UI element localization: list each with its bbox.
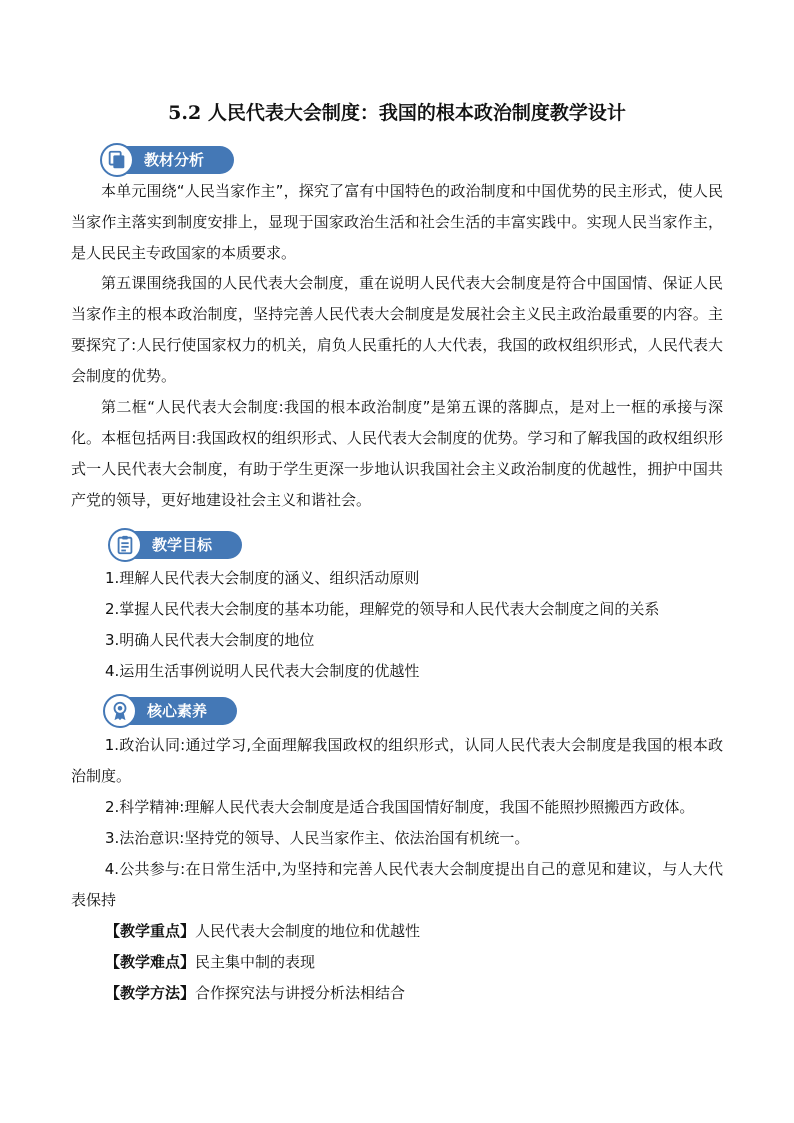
paragraph: 第五课围绕我国的人民代表大会制度，重在说明人民代表大会制度是符合中国国情、保证人民当家作主的根本政治制度，坚持完善人民代表大会制度是发展社会主义民主政治最重要的内容。主要探究了:人民行使国家权力的机关，肩负人民重托的人大代表，我国的政权组织形式，人民代表大会制度的优势。 xyxy=(71,274,723,385)
note-methods xyxy=(105,978,405,1009)
list-item: 2.科学精神:理解人民代表大会制度是适合我国国情好制度，我国不能照抄照搬西方政体。 xyxy=(105,798,695,816)
note-text: 民主集中制的表现 xyxy=(195,953,316,971)
list-item: 2.掌握人民代表大会制度的基本功能，理解党的领导和人民代表大会制度之间的关系 xyxy=(105,600,660,618)
note-key-points xyxy=(105,916,420,947)
section-heading: 教材分析 xyxy=(144,151,205,169)
note-text: 合作探究法与讲授分析法相结合 xyxy=(195,984,406,1002)
list-item: 3.法治意识:坚持党的领导、人民当家作主、依法治国有机统一。 xyxy=(105,829,530,847)
list-item: 1.理解人民代表大会制度的涵义、组织活动原则 xyxy=(105,569,420,587)
list-item: 4.公共参与:在日常生活中,为坚持和完善人民代表大会制度提出自己的意见和建议，与人大代表保持 xyxy=(71,860,723,909)
paragraph: 本单元围绕“人民当家作主”，探究了富有中国特色的政治制度和中国优势的民主形式，使人民当家作主落实到制度安排上，显现于国家政治生活和社会生活的丰富实践中。实现人民当家作主，是人民民主专政国家的本质要求。 xyxy=(71,182,723,262)
award-ribbon-icon xyxy=(103,694,137,728)
document-stack-icon xyxy=(100,143,134,177)
note-text: 人民代表大会制度的地位和优越性 xyxy=(195,922,421,940)
note-label: 【教学重点】 xyxy=(105,922,196,940)
list-item: 1.政治认同:通过学习,全面理解我国政权的组织形式，认同人民代表大会制度是我国的根本政治制度。 xyxy=(71,736,723,785)
note-label: 【教学方法】 xyxy=(105,984,196,1002)
clipboard-list-icon xyxy=(108,528,142,562)
note-label: 【教学难点】 xyxy=(105,953,196,971)
list-item: 4.运用生活事例说明人民代表大会制度的优越性 xyxy=(105,662,420,680)
note-difficulties xyxy=(105,947,315,978)
section-heading: 教学目标 xyxy=(152,536,213,554)
paragraph: 第二框“人民代表大会制度:我国的根本政治制度”是第五课的落脚点，是对上一框的承接与深化。本框包括两目:我国政权的组织形式、人民代表大会制度的优势。学习和了解我国的政权组织形式一人民代表大会制度，有助于学生更深一步地认识我国社会主义政治制度的优越性，拥护中国共产党的领导，更好地建设社会主义和谐社会。 xyxy=(71,398,723,509)
section-heading: 核心素养 xyxy=(147,702,208,720)
list-item: 3.明确人民代表大会制度的地位 xyxy=(105,631,315,649)
page-title: 5.2 人民代表大会制度：我国的根本政治制度教学设计 xyxy=(168,102,626,124)
